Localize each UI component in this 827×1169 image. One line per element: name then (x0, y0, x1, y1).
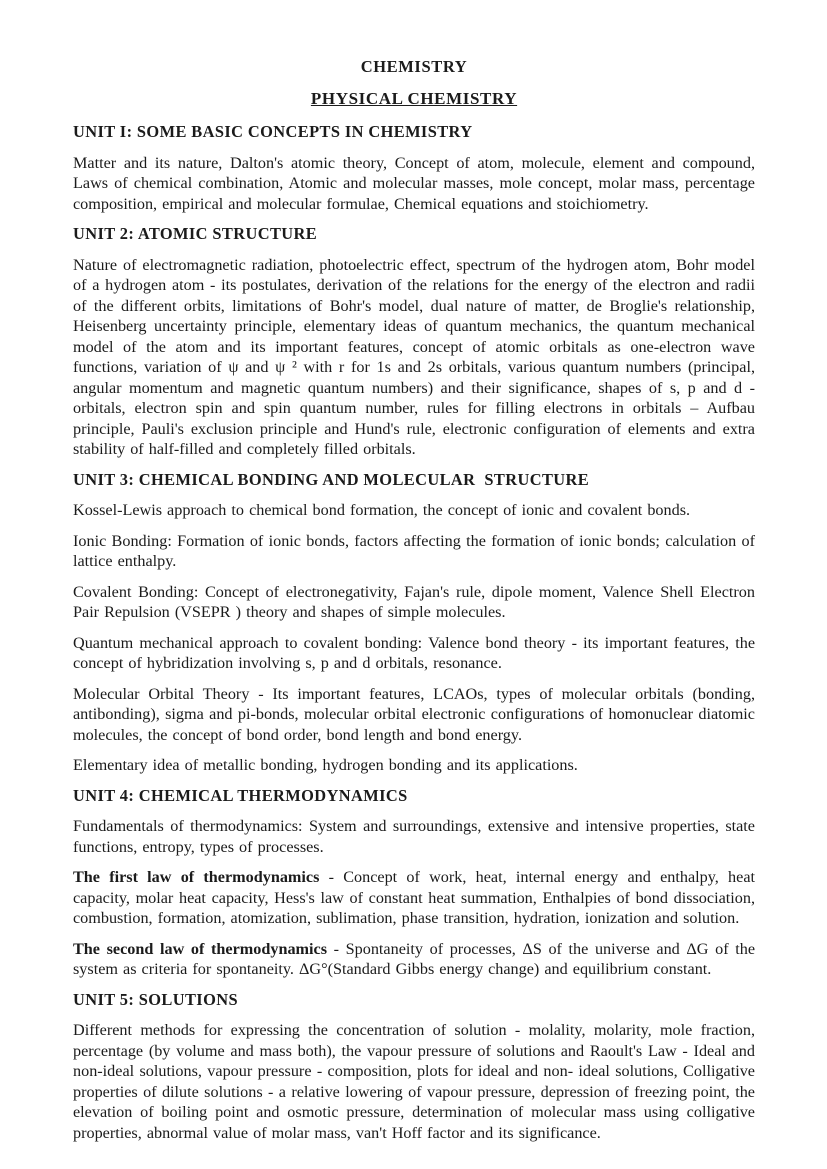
paragraph: Molecular Orbital Theory - Its important features, LCAOs, types of molecular orbitals (bonding, antibonding), sigma and pi-bonds, molecular orbital electronic configurations of homonuclear diatomic molecules, the concept of bond order, bond length and bond energy. (73, 684, 755, 744)
doc-title: CHEMISTRY (360, 57, 468, 76)
unit-3-heading: UNIT 3: CHEMICAL BONDING AND MOLECULAR STRUCTURE (73, 469, 590, 489)
paragraph (73, 867, 755, 929)
paragraph (73, 939, 755, 980)
paragraph: Different methods for expressing the concentration of solution - molality, molarity, mole fraction, percentage (by volume and mass both), the vapour pressure of solutions and Raoult's Law - Ideal and non-ideal solutions, vapour pressure - composition, plots for ideal and non- ideal solutions, Colligative properties of dilute solutions - a relative lowering of vapour pressure, depression of freezing point, the elevation of boiling point and osmotic pressure, determination of molecular mass using colligative properties, abnormal value of molar mass, van't Hoff factor and its significance. (73, 1021, 755, 1142)
paragraph: Matter and its nature, Dalton's atomic theory, Concept of atom, molecule, element and compound, Laws of chemical combination, Atomic and molecular masses, mole concept, molar mass, percentage composition, empirical and molecular formulae, Chemical equations and stoichiometry. (73, 153, 755, 213)
section-unit-1 (73, 122, 755, 214)
section-unit-4 (73, 786, 755, 980)
paragraph: Quantum mechanical approach to covalent bonding: Valence bond theory - its important features, the concept of hybridization involving s, p and d orbitals, resonance. (73, 633, 755, 672)
paragraph-text: - Concept of work, heat, internal energy and enthalpy, heat capacity, molar heat capacity, Hess's law of constant heat summation, Enthalpies of bond dissociation, combustion, formation, atomization, sublimation, phase transition, hydration, ionization and solution. (73, 868, 756, 927)
unit-4-heading: UNIT 4: CHEMICAL THERMODYNAMICS (73, 785, 408, 805)
unit-5-heading: UNIT 5: SOLUTIONS (73, 989, 238, 1009)
paragraph: Covalent Bonding: Concept of electronegativity, Fajan's rule, dipole moment, Valence Shell Electron Pair Repulsion (VSEPR ) theory and shapes of simple molecules. (73, 582, 755, 621)
paragraph-lead: The second law of thermodynamics (73, 939, 328, 958)
paragraph: Fundamentals of thermodynamics: System and surroundings, extensive and intensive properties, state functions, entropy, types of processes. (73, 817, 755, 856)
doc-subtitle: PHYSICAL CHEMISTRY (310, 88, 518, 108)
section-unit-5 (73, 990, 755, 1144)
paragraph: Ionic Bonding: Formation of ionic bonds, factors affecting the formation of ionic bonds; calculation of lattice enthalpy. (73, 531, 755, 570)
section-unit-2 (73, 224, 755, 460)
paragraph: Nature of electromagnetic radiation, photoelectric effect, spectrum of the hydrogen atom, Bohr model of a hydrogen atom - its postulates, derivation of the relations for the energy of the electron and radii of the different orbits, limitations of Bohr's model, dual nature of matter, de Broglie's relationship, Heisenberg uncertainty principle, elementary ideas of quantum mechanics, the quantum mechanical model of the atom and its important features, concept of atomic orbitals as one-electron wave functions, variation of ψ and ψ ² with r for 1s and 2s orbitals, various quantum numbers (principal, angular momentum and magnetic quantum numbers) and their significance, shapes of s, p and d - orbitals, electron spin and spin quantum number, rules for filling electrons in orbitals – Aufbau principle, Pauli's exclusion principle and Hund's rule, electronic configuration of elements and extra stability of half-filled and completely filled orbitals. (73, 255, 755, 458)
unit-2-heading: UNIT 2: ATOMIC STRUCTURE (73, 224, 318, 243)
unit-1-heading: UNIT I: SOME BASIC CONCEPTS IN CHEMISTRY (73, 122, 473, 141)
paragraph-lead: The first law of thermodynamics (73, 868, 320, 886)
paragraph-text: - Spontaneity of processes, ΔS of the universe and ΔG of the system as criteria for spontaneity. ΔG°(Standard Gibbs energy change) and equilibrium constant. (73, 939, 755, 978)
paragraph: Kossel-Lewis approach to chemical bond formation, the concept of ionic and covalent bonds. (73, 501, 691, 519)
section-unit-3 (73, 470, 755, 776)
paragraph: Elementary idea of metallic bonding, hydrogen bonding and its applications. (73, 756, 578, 774)
